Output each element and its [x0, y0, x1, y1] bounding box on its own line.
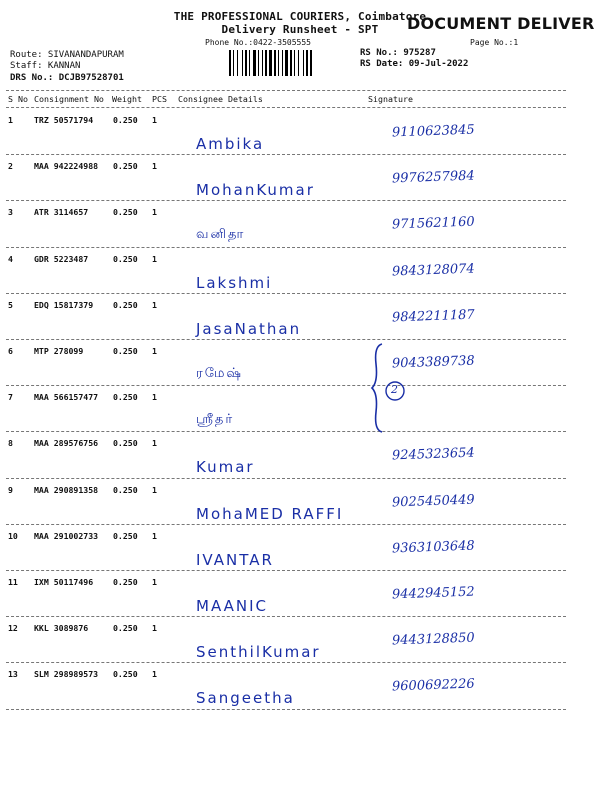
row-consignee-name: MohanKumar [196, 181, 315, 200]
row-consignment-no: GDR 5223487 [34, 253, 89, 264]
row-weight: 0.250 [113, 577, 138, 587]
row-weight: 0.250 [113, 253, 138, 264]
row-sno: 9 [8, 484, 13, 495]
barcode [229, 50, 346, 76]
row-weight: 0.250 [113, 484, 138, 495]
row-pcs: 1 [152, 161, 157, 172]
row-pcs: 1 [152, 299, 157, 310]
phone-number: Phone No.:0422-3505555 [205, 38, 311, 47]
company-name: THE PROFESSIONAL COURIERS, Coimbatore [173, 10, 427, 23]
row-sno: 1 [8, 115, 13, 125]
row-sno: 5 [8, 299, 13, 310]
row-pcs: 1 [152, 207, 157, 218]
row-divider [6, 200, 566, 201]
row-consignee-name: MohaMED RAFFI [196, 504, 344, 523]
runsheet-subtitle: Delivery Runsheet - SPT [221, 23, 379, 36]
row-consignment-no: KKL 3089876 [34, 623, 89, 634]
row-consignee-name: வனிதா [196, 227, 246, 243]
row-consignee-name: Lakshmi [196, 273, 273, 292]
row-pcs: 1 [152, 484, 157, 495]
row-pcs: 1 [152, 623, 157, 634]
col-consignment: Consignment No [34, 94, 104, 104]
row-divider [6, 478, 566, 479]
row-signature: 9976257984 [391, 168, 475, 187]
row-sno: 4 [8, 253, 13, 264]
row-signature: 9245323654 [391, 445, 475, 464]
row-consignee-name: SenthilKumar [196, 643, 321, 662]
row-sno: 13 [8, 669, 18, 680]
row-weight: 0.250 [113, 346, 138, 356]
row-signature: 9443128850 [391, 630, 475, 649]
row-weight: 0.250 [113, 392, 138, 403]
row-consignment-no: TRZ 50571794 [34, 115, 94, 125]
bracket-number: 2 [391, 383, 398, 396]
row-signature: 9842211187 [391, 307, 475, 326]
staff: Staff: KANNAN [10, 61, 81, 71]
row-divider [6, 570, 566, 571]
row-consignment-no: MTP 278099 [34, 346, 84, 356]
col-signature: Signature [368, 94, 413, 104]
row-pcs: 1 [152, 438, 157, 449]
row-pcs: 1 [152, 577, 157, 587]
row-signature: 9110623845 [391, 122, 475, 141]
row-divider [6, 709, 566, 710]
row-signature: 9363103648 [391, 538, 475, 557]
row-divider [6, 339, 566, 340]
row-sno: 8 [8, 438, 13, 449]
row-consignee-name: Kumar [196, 458, 255, 477]
row-consignee-name: MAANIC [196, 597, 268, 615]
col-sno: S No [8, 94, 28, 104]
header-top-rule [6, 90, 566, 91]
row-sno: 3 [8, 207, 13, 218]
row-consignment-no: SLM 298989573 [34, 669, 99, 680]
row-divider [6, 247, 566, 248]
row-divider [6, 293, 566, 294]
rs-number: RS No.: 975287 [360, 48, 436, 58]
page-number: Page No.:1 [470, 38, 519, 47]
row-consignment-no: ATR 3114657 [34, 207, 89, 218]
row-consignment-no: MAA 942224988 [34, 161, 99, 172]
row-consignment-no: EDQ 15817379 [34, 299, 94, 310]
row-sno: 10 [8, 530, 18, 541]
row-divider [6, 431, 566, 432]
row-pcs: 1 [152, 530, 157, 541]
col-pcs: PCS [152, 94, 167, 104]
row-consignment-no: MAA 566157477 [34, 392, 99, 403]
rs-date: RS Date: 09-Jul-2022 [360, 59, 469, 69]
row-consignee-name: Ambika [196, 135, 265, 153]
row-consignment-no: MAA 291002733 [34, 530, 99, 541]
row-consignee-name: Sangeetha [196, 689, 295, 708]
row-consignment-no: MAA 289576756 [34, 438, 99, 449]
document-type-label: DOCUMENT DELIVER [407, 14, 595, 33]
row-consignee-name: JasaNathan [196, 319, 302, 338]
drs-number: DRS No.: DCJB97528701 [10, 73, 124, 83]
row-sno: 12 [8, 623, 18, 634]
row-pcs: 1 [152, 392, 157, 403]
row-signature: 9043389738 [391, 353, 475, 372]
row-sno: 11 [8, 577, 18, 587]
row-divider [6, 662, 566, 663]
row-consignee-name: ஸ்ரீதர் [196, 412, 235, 428]
header-bottom-rule [6, 107, 566, 108]
row-weight: 0.250 [113, 669, 138, 680]
row-divider [6, 616, 566, 617]
row-weight: 0.250 [113, 623, 138, 634]
row-pcs: 1 [152, 669, 157, 680]
row-signature: 9025450449 [391, 492, 475, 511]
row-sno: 6 [8, 346, 13, 356]
row-sno: 7 [8, 392, 13, 403]
row-consignee-name: IVANTAR [196, 550, 274, 569]
runsheet-info [360, 48, 468, 70]
col-weight: Weight [112, 94, 142, 104]
row-sno: 2 [8, 161, 13, 172]
row-pcs: 1 [152, 346, 157, 356]
row-weight: 0.250 [113, 438, 138, 449]
row-pcs: 1 [152, 115, 157, 125]
col-consignee: Consignee Details [178, 94, 263, 104]
row-weight: 0.250 [113, 207, 138, 218]
row-signature: 9442945152 [391, 584, 475, 603]
row-weight: 0.250 [113, 161, 138, 172]
route: Route: SIVANANDAPURAM [10, 50, 124, 60]
row-weight: 0.250 [113, 299, 138, 310]
row-pcs: 1 [152, 253, 157, 264]
row-weight: 0.250 [113, 530, 138, 541]
row-signature: 9843128074 [391, 261, 475, 280]
row-weight: 0.250 [113, 115, 138, 125]
row-consignment-no: MAA 290891358 [34, 484, 99, 495]
route-info [10, 50, 124, 84]
row-signature: 9600692226 [391, 676, 475, 695]
row-divider [6, 524, 566, 525]
row-divider [6, 385, 566, 386]
row-consignment-no: IXM 50117496 [34, 577, 94, 587]
row-divider [6, 154, 566, 155]
row-consignee-name: ரமேஷ் [196, 366, 243, 381]
row-signature: 9715621160 [391, 214, 475, 233]
